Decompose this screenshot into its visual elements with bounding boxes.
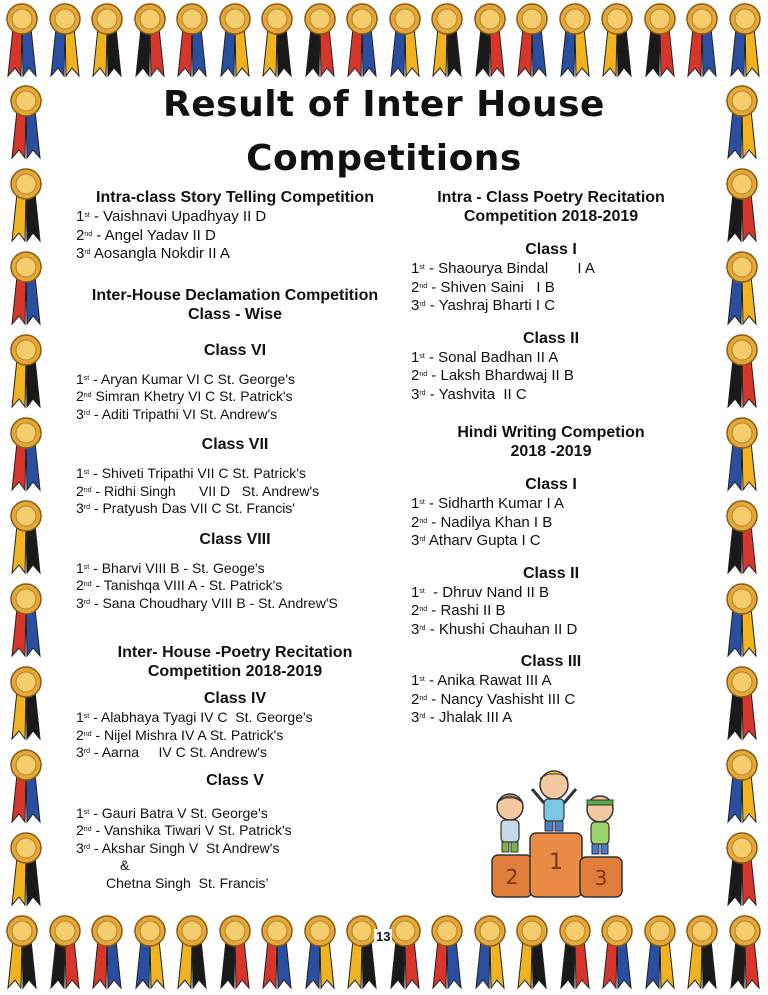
- result-entry: [76, 406, 394, 424]
- rank-number: 2: [411, 367, 420, 384]
- rank-number: 1: [76, 465, 84, 481]
- rank-suffix: st: [83, 469, 90, 476]
- result-text: - Gauri Batra V St. George's: [89, 804, 268, 821]
- ribbon-medal-icon: [724, 167, 760, 243]
- class-v-label: Class V: [206, 771, 264, 789]
- rank-number: 3: [76, 245, 85, 262]
- result-entry: [76, 560, 394, 578]
- title-line-2: Competitions: [246, 138, 522, 179]
- ribbon-medal-icon: [8, 499, 44, 575]
- ribbon-medal-icon: [4, 914, 40, 990]
- result-text: - Yashraj Bharti I C: [425, 297, 556, 314]
- rank-suffix: rd: [419, 713, 426, 720]
- ribbon-medal-icon: [724, 748, 760, 824]
- class-viii-label: Class VIII: [199, 530, 271, 548]
- rank-suffix: st: [83, 808, 90, 816]
- rank-number: 3: [411, 620, 420, 638]
- result-entry: [411, 584, 691, 603]
- page-title: [58, 78, 710, 186]
- result-text: - Alabhaya Tyagi IV C St. George's: [89, 709, 313, 725]
- result-text: - Dhruv Nand II B: [424, 583, 550, 601]
- rank-suffix: nd: [419, 606, 428, 613]
- rank-number: 3: [411, 709, 420, 726]
- ribbon-medal-icon: [724, 665, 760, 741]
- result-text: Simran Khetry VI C St. Patrick's: [91, 388, 293, 404]
- result-entry: [76, 709, 394, 727]
- hindi-class-iii-label: Class III: [520, 653, 582, 670]
- intra-class-ii-label: Class II: [522, 329, 580, 347]
- rank-number: 3: [411, 297, 420, 314]
- result-entry: [411, 367, 691, 386]
- rank-number: 3: [76, 744, 84, 760]
- rank-suffix: nd: [83, 392, 92, 399]
- left-column: [76, 188, 394, 892]
- class-viii-results: [76, 560, 394, 613]
- ribbon-medal-icon: [344, 2, 380, 78]
- ribbon-medal-icon: [514, 2, 550, 78]
- result-text: - Vaishnavi Upadhyay II D: [89, 208, 267, 225]
- result-text: - Shiveti Tripathi VII C St. Patrick's: [89, 465, 306, 481]
- podium-second-label: 2: [505, 865, 519, 889]
- rank-number: 1: [411, 260, 420, 277]
- result-text: - Aditi Tripathi VI St. Andrew's: [90, 405, 278, 422]
- result-text: - Sana Choudhary VIII B - St. Andrew'S: [90, 594, 338, 611]
- rank-suffix: nd: [419, 282, 428, 290]
- ribbon-medal-icon: [8, 167, 44, 243]
- hindi-heading-1: Hindi Writing Competion: [457, 424, 645, 441]
- rank-suffix: st: [83, 713, 90, 720]
- podium-third-label: 3: [594, 866, 608, 890]
- rank-number: 2: [76, 822, 84, 838]
- ribbon-medal-icon: [724, 84, 760, 160]
- ribbon-medal-icon: [8, 416, 44, 492]
- hindi-class-iii-results: [411, 672, 691, 728]
- class-v-results: [76, 805, 394, 858]
- ribbon-medal-icon: [557, 2, 593, 78]
- result-text: - Yashvita II C: [425, 385, 527, 403]
- intra-class-i-label: Class I: [525, 241, 577, 258]
- class-v-ampersand: &: [120, 857, 130, 873]
- ribbon-medal-icon: [724, 333, 760, 409]
- rank-number: 1: [76, 208, 85, 225]
- hindi-class-ii-results: [411, 584, 691, 640]
- ribbon-medal-icon: [8, 665, 44, 741]
- ribbon-medal-icon: [47, 2, 83, 78]
- rank-number: 2: [76, 577, 84, 593]
- result-text: - Sidharth Kumar I A: [424, 495, 565, 512]
- rank-number: 2: [76, 726, 84, 743]
- result-entry: [76, 483, 394, 501]
- hindi-class-i-results: [411, 495, 691, 551]
- result-entry: [76, 245, 394, 264]
- ribbon-medal-icon: [724, 499, 760, 575]
- poetry-heading-2: Competition 2018-2019: [147, 663, 323, 680]
- rank-suffix: rd: [83, 409, 91, 417]
- ribbon-medal-icon: [387, 2, 423, 78]
- page-number: 13: [376, 929, 391, 944]
- ribbon-medal-icon: [724, 831, 760, 907]
- rank-number: 2: [76, 388, 84, 404]
- rank-number: 1: [411, 672, 420, 689]
- story-results: [76, 208, 394, 264]
- result-entry: [76, 500, 394, 518]
- ribbon-medal-icon: [8, 84, 44, 160]
- ribbon-medal-icon: [89, 2, 125, 78]
- rank-number: 3: [76, 405, 84, 422]
- ribbon-medal-icon: [684, 2, 720, 78]
- rank-suffix: st: [419, 264, 425, 271]
- result-text: - Sonal Badhan II A: [424, 348, 559, 366]
- rank-number: 3: [76, 839, 84, 856]
- result-entry: [76, 577, 394, 595]
- rank-number: 1: [76, 559, 84, 576]
- rank-suffix: st: [419, 499, 425, 506]
- class-vi-label: Class VI: [203, 341, 267, 359]
- ribbon-medal-icon: [132, 2, 168, 78]
- rank-number: 1: [76, 804, 84, 821]
- class-v-extra: Chetna Singh St. Francis’: [106, 874, 269, 891]
- ribbon-medal-icon: [259, 2, 295, 78]
- result-text: - Nancy Vashisht III C: [427, 690, 576, 708]
- result-entry: [411, 514, 691, 533]
- result-text: - Jhalak III A: [425, 709, 513, 726]
- rank-suffix: rd: [419, 301, 426, 308]
- result-entry: [411, 672, 691, 691]
- rank-suffix: nd: [83, 730, 92, 738]
- rank-suffix: nd: [419, 694, 428, 702]
- rank-number: 2: [411, 513, 420, 531]
- result-text: - Shiven Saini I B: [427, 278, 555, 296]
- ribbon-medal-icon: [599, 2, 635, 78]
- rank-suffix: st: [419, 587, 425, 595]
- result-text: - Aryan Kumar VI C St. George's: [89, 370, 295, 387]
- class-vii-label: Class VII: [201, 436, 269, 453]
- result-entry: [76, 227, 394, 246]
- rank-suffix: nd: [419, 371, 428, 378]
- result-text: - Bharvi VIII B - St. Geoge's: [89, 559, 265, 576]
- rank-suffix: rd: [84, 249, 91, 256]
- rank-number: 3: [76, 594, 84, 611]
- result-text: - Khushi Chauhan II D: [425, 620, 578, 638]
- ribbon-medal-icon: [8, 831, 44, 907]
- rank-suffix: rd: [419, 624, 426, 632]
- result-text: Atharv Gupta I C: [425, 532, 541, 549]
- result-entry: [76, 744, 394, 762]
- rank-number: 2: [76, 482, 84, 499]
- result-text: - Aarna IV C St. Andrew's: [90, 744, 267, 760]
- rank-number: 1: [76, 709, 84, 725]
- hindi-class-i-label: Class I: [525, 476, 577, 493]
- result-entry: [411, 602, 691, 621]
- result-entry: [411, 709, 691, 728]
- rank-suffix: rd: [83, 598, 91, 606]
- result-text: - Vanshika Tiwari V St. Patrick's: [91, 822, 292, 838]
- intra-class-i-results: [411, 260, 691, 316]
- rank-number: 2: [411, 690, 420, 708]
- result-entry: [411, 532, 691, 551]
- class-iv-label: Class IV: [203, 690, 267, 707]
- declamation-heading: Inter-House Declamation Competition: [91, 286, 379, 304]
- result-entry: [411, 691, 691, 710]
- rank-number: 1: [411, 583, 420, 601]
- podium-first-label: 1: [549, 850, 563, 875]
- result-entry: [411, 279, 691, 298]
- ribbon-medal-icon: [727, 914, 763, 990]
- rank-number: 1: [411, 495, 420, 512]
- ribbon-medal-icon: [724, 582, 760, 658]
- rank-suffix: rd: [83, 504, 91, 511]
- rank-suffix: nd: [83, 826, 92, 833]
- result-entry: [76, 208, 394, 227]
- hindi-heading-2: 2018 -2019: [510, 443, 592, 460]
- rank-suffix: nd: [84, 230, 93, 238]
- rank-suffix: nd: [83, 486, 92, 494]
- result-text: - Nijel Mishra IV A St. Patrick's: [91, 726, 284, 743]
- title-line-1: Result of Inter House: [163, 84, 605, 125]
- story-heading: Intra-class Story Telling Competition: [96, 189, 374, 206]
- intra-poetry-heading-2: Competition 2018-2019: [463, 208, 639, 225]
- ribbon-medal-icon: [472, 2, 508, 78]
- class-iv-results: [76, 709, 394, 762]
- result-text: - Laksh Bhardwaj II B: [427, 367, 574, 384]
- ribbon-medal-icon: [174, 2, 210, 78]
- declamation-subheading: Class - Wise: [187, 305, 283, 323]
- result-entry: [411, 297, 691, 316]
- rank-number: 2: [76, 226, 85, 244]
- rank-number: 2: [411, 602, 420, 619]
- result-entry: [411, 260, 691, 279]
- result-entry: [76, 465, 394, 483]
- podium-illustration: [470, 745, 645, 913]
- result-entry: [76, 840, 394, 858]
- rank-suffix: st: [419, 352, 425, 360]
- intra-class-ii-results: [411, 349, 691, 405]
- ribbon-medal-icon: [642, 2, 678, 78]
- result-entry: [411, 495, 691, 514]
- result-entry: [411, 349, 691, 368]
- rank-suffix: rd: [83, 748, 91, 755]
- rank-number: 1: [411, 348, 420, 366]
- rank-suffix: rd: [419, 389, 426, 397]
- ribbon-medal-icon: [8, 333, 44, 409]
- result-entry: [76, 727, 394, 745]
- ribbon-medal-icon: [4, 2, 40, 78]
- result-entry: [411, 386, 691, 405]
- hindi-class-ii-label: Class II: [522, 564, 580, 582]
- ribbon-medal-icon: [8, 250, 44, 326]
- class-vi-results: [76, 371, 394, 424]
- result-text: - Angel Yadav II D: [92, 226, 216, 244]
- ribbon-medal-icon: [217, 2, 253, 78]
- result-text: - Anika Rawat III A: [424, 672, 552, 689]
- rank-number: 3: [411, 532, 420, 549]
- rank-suffix: nd: [83, 581, 92, 588]
- rank-number: 1: [76, 370, 84, 387]
- result-entry: [76, 822, 394, 840]
- intra-poetry-heading-1: Intra - Class Poetry Recitation: [437, 189, 665, 206]
- result-entry: [411, 621, 691, 640]
- result-text: Aosangla Nokdir II A: [90, 245, 230, 262]
- ribbon-medal-icon: [429, 2, 465, 78]
- result-text: - Ridhi Singh VII D St. Andrew's: [91, 482, 320, 499]
- result-text: - Nadilya Khan I B: [427, 513, 553, 531]
- rank-number: 3: [76, 500, 84, 516]
- rank-suffix: st: [419, 676, 425, 683]
- rank-suffix: nd: [419, 517, 428, 525]
- ribbon-medal-icon: [8, 748, 44, 824]
- result-text: - Akshar Singh V St Andrew's: [90, 839, 280, 856]
- result-text: - Rashi II B: [427, 602, 506, 619]
- rank-suffix: st: [83, 374, 90, 382]
- class-vii-results: [76, 465, 394, 518]
- result-entry: [76, 805, 394, 823]
- poetry-heading-1: Inter- House -Poetry Recitation: [117, 644, 353, 661]
- ribbon-medal-icon: [8, 582, 44, 658]
- rank-suffix: rd: [83, 843, 91, 851]
- result-entry: [76, 388, 394, 406]
- rank-suffix: st: [84, 212, 90, 219]
- right-column: [411, 188, 691, 728]
- ribbon-medal-icon: [724, 250, 760, 326]
- rank-number: 2: [411, 278, 420, 296]
- result-text: - Tanishqa VIII A - St. Patrick's: [91, 577, 283, 593]
- result-entry: [76, 371, 394, 389]
- rank-number: 3: [411, 385, 420, 403]
- ribbon-medal-icon: [724, 416, 760, 492]
- result-text: - Pratyush Das VII C St. Francis': [90, 500, 295, 516]
- result-entry: [76, 595, 394, 613]
- result-text: - Shaourya Bindal I A: [424, 260, 595, 277]
- ribbon-medal-icon: [727, 2, 763, 78]
- rank-suffix: st: [83, 563, 90, 571]
- ribbon-medal-icon: [302, 2, 338, 78]
- rank-suffix: rd: [419, 536, 426, 543]
